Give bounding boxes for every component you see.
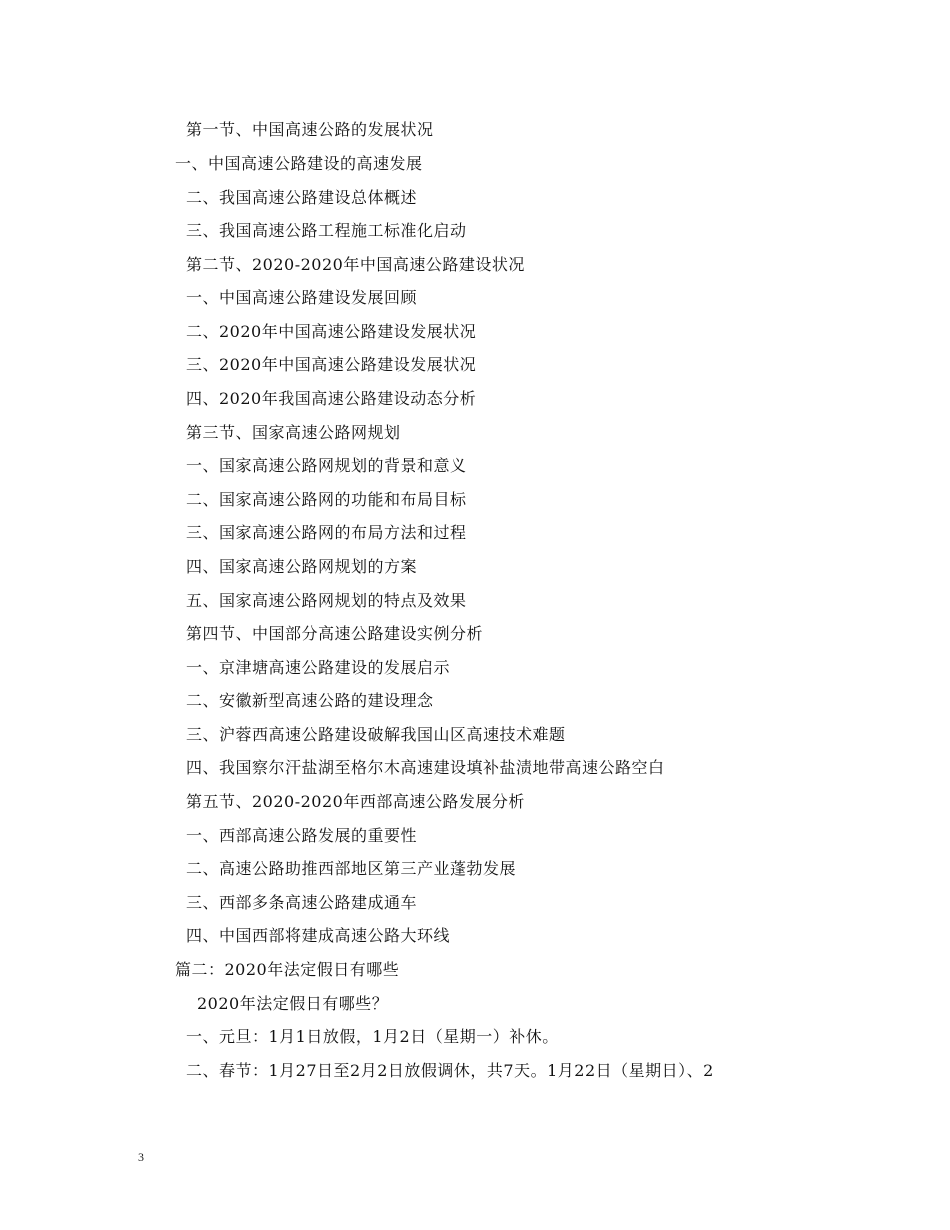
text-line: 二、国家高速公路网的功能和布局目标	[186, 490, 467, 509]
text-line: 三、我国高速公路工程施工标准化启动	[186, 221, 467, 240]
text-line: 一、中国高速公路建设的高速发展	[175, 154, 423, 173]
text-line: 三、西部多条高速公路建成通车	[186, 893, 418, 912]
text-line: 四、2020年我国高速公路建设动态分析	[186, 389, 477, 408]
text-line: 一、京津塘高速公路建设的发展启示	[186, 658, 451, 677]
text-line: 一、中国高速公路建设发展回顾	[186, 288, 418, 307]
text-line: 二、我国高速公路建设总体概述	[186, 188, 418, 207]
chapter-heading: 篇二：2020年法定假日有哪些	[175, 960, 400, 979]
text-line: 四、我国察尔汗盐湖至格尔木高速建设填补盐渍地带高速公路空白	[186, 758, 665, 777]
text-line: 三、国家高速公路网的布局方法和过程	[186, 523, 467, 542]
text-line: 二、安徽新型高速公路的建设理念	[186, 691, 434, 710]
text-line: 二、春节：1月27日至2月2日放假调休，共7天。1月22日（星期日）、2	[186, 1061, 714, 1080]
text-line: 三、沪蓉西高速公路建设破解我国山区高速技术难题	[186, 725, 566, 744]
section-heading: 第三节、国家高速公路网规划	[186, 423, 401, 442]
text-line: 二、2020年中国高速公路建设发展状况	[186, 322, 477, 341]
section-heading: 第五节、2020-2020年西部高速公路发展分析	[186, 792, 525, 811]
page-number: 3	[138, 1150, 144, 1164]
text-line: 四、国家高速公路网规划的方案	[186, 557, 418, 576]
text-line: 五、国家高速公路网规划的特点及效果	[186, 591, 467, 610]
section-heading: 第一节、中国高速公路的发展状况	[186, 120, 434, 139]
subheading: 2020年法定假日有哪些？	[197, 994, 389, 1013]
text-line: 一、元旦：1月1日放假，1月2日（星期一）补休。	[186, 1027, 559, 1046]
text-line: 一、国家高速公路网规划的背景和意义	[186, 456, 467, 475]
text-line: 四、中国西部将建成高速公路大环线	[186, 926, 451, 945]
section-heading: 第四节、中国部分高速公路建设实例分析	[186, 624, 484, 643]
text-line: 一、西部高速公路发展的重要性	[186, 826, 418, 845]
text-line: 二、高速公路助推西部地区第三产业蓬勃发展	[186, 859, 517, 878]
section-heading: 第二节、2020-2020年中国高速公路建设状况	[186, 255, 525, 274]
text-line: 三、2020年中国高速公路建设发展状况	[186, 355, 477, 374]
